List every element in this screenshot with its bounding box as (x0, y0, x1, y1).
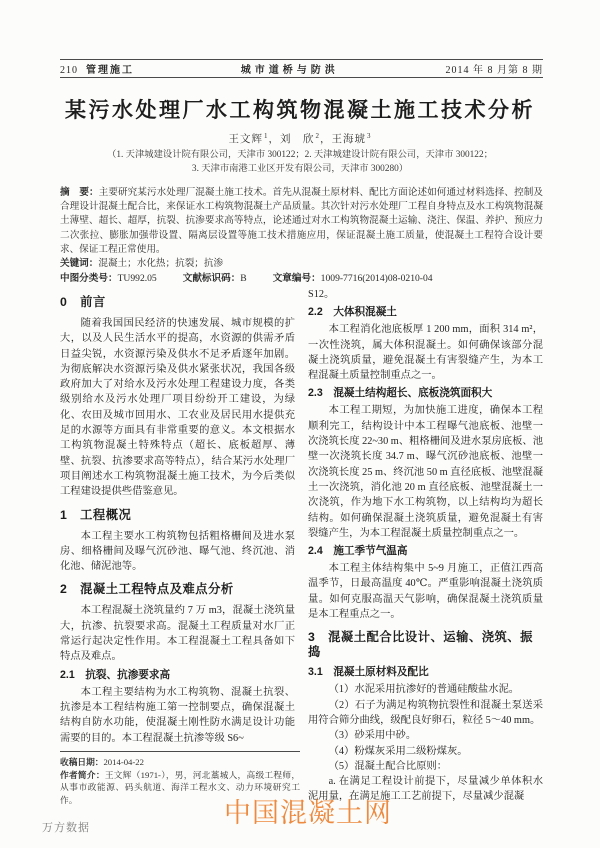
article-title: 某污水处理厂水工构筑物混凝土施工技术分析 (65, 99, 535, 122)
affiliation-line: （1. 天津城建设计院有限公司，天津市 300122；2. 天津城建设计院有限公司，天津市 300122； (107, 150, 493, 160)
section-heading: 2.4 施工季节气温高 (308, 545, 408, 558)
paragraph: （1）水泥采用抗渗好的普通硅酸盐水泥。 (328, 684, 520, 696)
affiliations (40, 149, 560, 176)
meta-block (60, 186, 543, 286)
paragraph: （2）石子为满足构筑物抗裂性和混凝土泵送采用符合筛分曲线，级配良好卵石，粒径 5～40 mm。 (308, 699, 543, 726)
journal-name: 城市道桥与防洪 (240, 65, 339, 76)
clc-number: 中图分类号：TU992.05 (60, 273, 157, 285)
section-heading: 0 前言 (60, 295, 106, 309)
keywords (60, 257, 543, 271)
received-date: 收稿日期：2014-04-22 (60, 757, 144, 767)
abstract-label: 摘 要： (60, 187, 99, 198)
section-name: 管理施工 (86, 65, 134, 76)
section-heading: 2 混凝土工程特点及难点分析 (60, 582, 234, 597)
paragraph: 随着我国国民经济的快速发展、城市规模的扩大，以及人民生活水平的提高，水资源的供需矛盾日益尖锐，水资源污染及供水不足矛盾逐年加剧。为彻底解决水资源污染及供水紧张状况，我国各级政府加大了对给水及污水处理工程建设力度，各类级别给水及污水处理厂项目纷纷开工建设，为绿化、农田及城市回用水、工农业及居民用水提供充足的水源等方面具有非常重要的意义。本文根据水工构筑物混凝土特殊特点（超长、底板超厚、薄壁、抗裂、抗渗要求高等特点），结合某污水处理厂项目阐述水工构筑物混凝土施工技术，为今后类似工程建设提供些借鉴意见。 (60, 318, 295, 498)
paragraph: 本工程主体结构集中 5~9 月施工，正值江西高温季节，日最高温度 40℃。严重影响混凝土浇筑质量。如何克服高温天气影响，确保混凝土浇筑质量是本工程重点之一。 (308, 563, 543, 621)
keywords-text: 混凝土；水化热；抗裂；抗渗 (98, 258, 224, 270)
paragraph: S12。 (308, 289, 335, 300)
paragraph: 本工程主要结构为水工构筑物、混凝土抗裂、抗渗是本工程结构施工第一控制要点，确保混凝土结构自防水功能，使混凝土刚性防水满足设计功能需要的目的。本工程混凝土抗渗等级 S6~ (60, 686, 295, 744)
section-heading: 2.3 混凝土结构超长、底板浇筑面积大 (308, 387, 493, 400)
right-column (308, 287, 543, 805)
paragraph: （5）混凝土配合比原则： (328, 760, 448, 772)
paragraph: 本工程混凝土浇筑量约 7 万 m3，混凝土浇筑量大，抗渗、抗裂要求高。混凝土工程质量对水厂正常运行起决定性作用。本工程混凝土工程具备如下特点及难点。 (60, 605, 295, 663)
abstract (60, 186, 543, 257)
paragraph: （4）粉煤灰采用二级粉煤灰。 (328, 745, 468, 757)
author-name: 王海琥 (331, 134, 366, 145)
affiliation-line: 3. 天津市南港工业区开发有限公司，天津市 300280） (191, 163, 409, 174)
issue-date: 2014 年 8 月第 8 期 (445, 65, 543, 76)
author-bio: 作者简介：王文辉（1971-），男，河北藁城人，高级工程师，从事市政能源、码头航道、海洋工程水文、动力环境研究工作。 (60, 769, 301, 805)
author-line: 王文辉$^1$，刘 欣$^2$，王海琥$^3$ (228, 131, 372, 145)
section-heading: 2.1 抗裂、抗渗要求高 (60, 668, 171, 681)
section-heading: 3.1 混凝土原材料及配比 (308, 666, 429, 679)
id-row (60, 272, 543, 286)
paragraph: 本工程消化池底板厚 1 200 mm，面积 314 m²，一次性浇筑，属大体积混凝土。如何确保该部分混凝土浇筑质量，避免混凝土有害裂缝产生，为本工程混凝土质量控制重点之一。 (308, 324, 543, 382)
keywords-label: 关键词： (60, 258, 99, 270)
abstract-text: 主要研究某污水处理厂混凝土施工技术。首先从混凝土原材料、配比方面论述如何通过材料选择、控制及合理设计混凝土配合比，来保证水工构筑物混凝土产品质量。其次针对污水处理厂工程自身特点及水工构筑物混凝土薄壁、超长、超厚，抗裂、抗渗要求高等特点，论述通过对水工构筑物混凝土运输、浇注、保温、养护、预应力二次张拉、膨胀加强带设置、隔离层设置等施工技术措施应用，保证混凝土施工质量，使混凝土工程符合设计要求、保证工程正常使用。 (60, 187, 544, 255)
author-name: 刘 欣 (280, 134, 315, 145)
document-code: 文献标识码：B (182, 273, 247, 285)
header-left (60, 61, 134, 76)
site-watermark: 中国混凝土网 (224, 798, 392, 828)
paragraph: a. 在满足工程设计前提下，尽量减少单体积水泥用量，在满足施工工艺前提下，尽量减少混凝 (308, 776, 543, 803)
author-name: 王文辉 (228, 134, 263, 145)
paragraph: （3）砂采用中砂。 (328, 730, 417, 742)
paragraph: 本工程工期短，为加快施工进度，确保本工程顺利完工，结构设计中本工程曝气池底板、池壁一次浇筑长度 22~30 m、粗格栅间及进水泵房底板、池壁一次浇筑长度 34.7 m、曝气沉砂池底板、池壁一次浇筑长度 25 m、终沉池 50 m 直径底板、池壁混凝土一次浇筑，消化池 20 m 直径底板、池壁混凝土一次浇筑，作为地下水工构筑物，以上结构均为超长结构。如何确保混凝土浇筑质量，避免混凝土有害裂缝产生，为本工程混凝土质量控制重点之一。 (308, 405, 543, 539)
article-number: 文章编号：1009-7716(2014)08-0210-04 (272, 273, 433, 285)
page-number: 210 (60, 65, 78, 76)
section-heading: 2.2 大体积混凝土 (308, 306, 397, 319)
wanfang-data-mark: 万方数据 (42, 822, 90, 834)
article-body (60, 287, 543, 805)
left-column (60, 287, 295, 805)
section-heading: 1 工程概况 (60, 507, 132, 522)
section-heading: 3 混凝土配合比设计、运输、浇筑、振捣 (308, 630, 533, 660)
paragraph: 本工程主要水工构筑物包括粗格栅间及进水泵房、细格栅间及曝气沉砂池、曝气池、终沉池、消化池、储泥池等。 (60, 530, 295, 573)
journal-header (60, 59, 543, 78)
